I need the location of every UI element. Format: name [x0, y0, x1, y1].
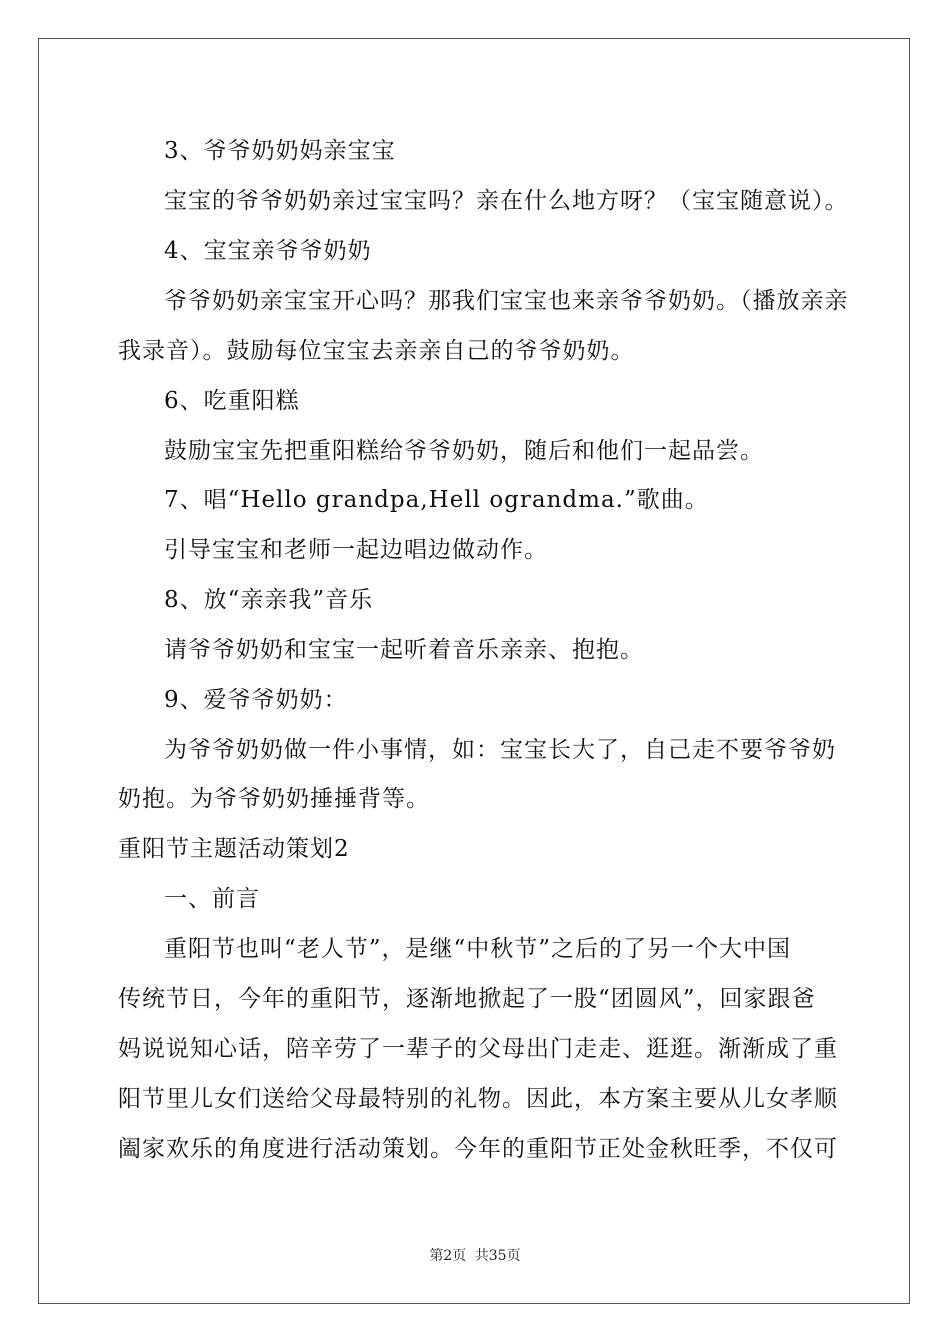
- paragraph-line: 重阳节也叫“老人节”，是继“中秋节”之后的了另一个大中国: [164, 936, 792, 962]
- page-footer: [0, 1245, 950, 1265]
- heading-step-7: 7、唱“Hello grandpa,Hell ograndma.”歌曲。: [164, 487, 709, 513]
- heading-step-8: 8、放“亲亲我”音乐: [164, 587, 374, 613]
- paragraph-line: 妈说说知心话，陪辛劳了一辈子的父母出门走走、逛逛。渐渐成了重: [118, 1036, 838, 1062]
- paragraph-line: 宝宝的爷爷奶奶亲过宝宝吗？亲在什么地方呀？（宝宝随意说）。: [164, 188, 849, 214]
- heading-step-3: 3、爷爷奶奶妈亲宝宝: [164, 138, 396, 164]
- paragraph-line: 爷爷奶奶亲宝宝开心吗？那我们宝宝也来亲爷爷奶奶。（播放亲亲: [164, 288, 849, 314]
- heading-step-6: 6、吃重阳糕: [164, 388, 300, 414]
- section-title: 重阳节主题活动策划2: [118, 836, 350, 862]
- heading-step-9: 9、爱爷爷奶奶：: [164, 687, 348, 713]
- paragraph-line: 奶抱。为爷爷奶奶捶捶背等。: [118, 786, 430, 812]
- paragraph-line: 为爷爷奶奶做一件小事情，如：宝宝长大了，自己走不要爷爷奶: [164, 737, 836, 763]
- paragraph-line: 引导宝宝和老师一起边唱边做动作。: [164, 537, 548, 563]
- paragraph-line: 阖家欢乐的角度进行活动策划。今年的重阳节正处金秋旺季，不仅可: [118, 1136, 838, 1162]
- page-total: 共35页: [474, 1248, 521, 1264]
- page-border: [38, 38, 910, 1304]
- paragraph-line: 请爷爷奶奶和宝宝一起听着音乐亲亲、抱抱。: [164, 637, 644, 663]
- heading-step-4: 4、宝宝亲爷爷奶奶: [164, 238, 372, 264]
- page-number: 第2页: [429, 1248, 467, 1264]
- subsection-heading: 一、前言: [164, 886, 260, 912]
- paragraph-line: 阳节里儿女们送给父母最特别的礼物。因此，本方案主要从儿女孝顺: [118, 1086, 838, 1112]
- paragraph-line: 鼓励宝宝先把重阳糕给爷爷奶奶，随后和他们一起品尝。: [164, 438, 764, 464]
- paragraph-line: 我录音）。鼓励每位宝宝去亲亲自己的爷爷奶奶。: [118, 338, 635, 364]
- paragraph-line: 传统节日，今年的重阳节，逐渐地掀起了一股“团圆风”，回家跟爸: [118, 986, 816, 1012]
